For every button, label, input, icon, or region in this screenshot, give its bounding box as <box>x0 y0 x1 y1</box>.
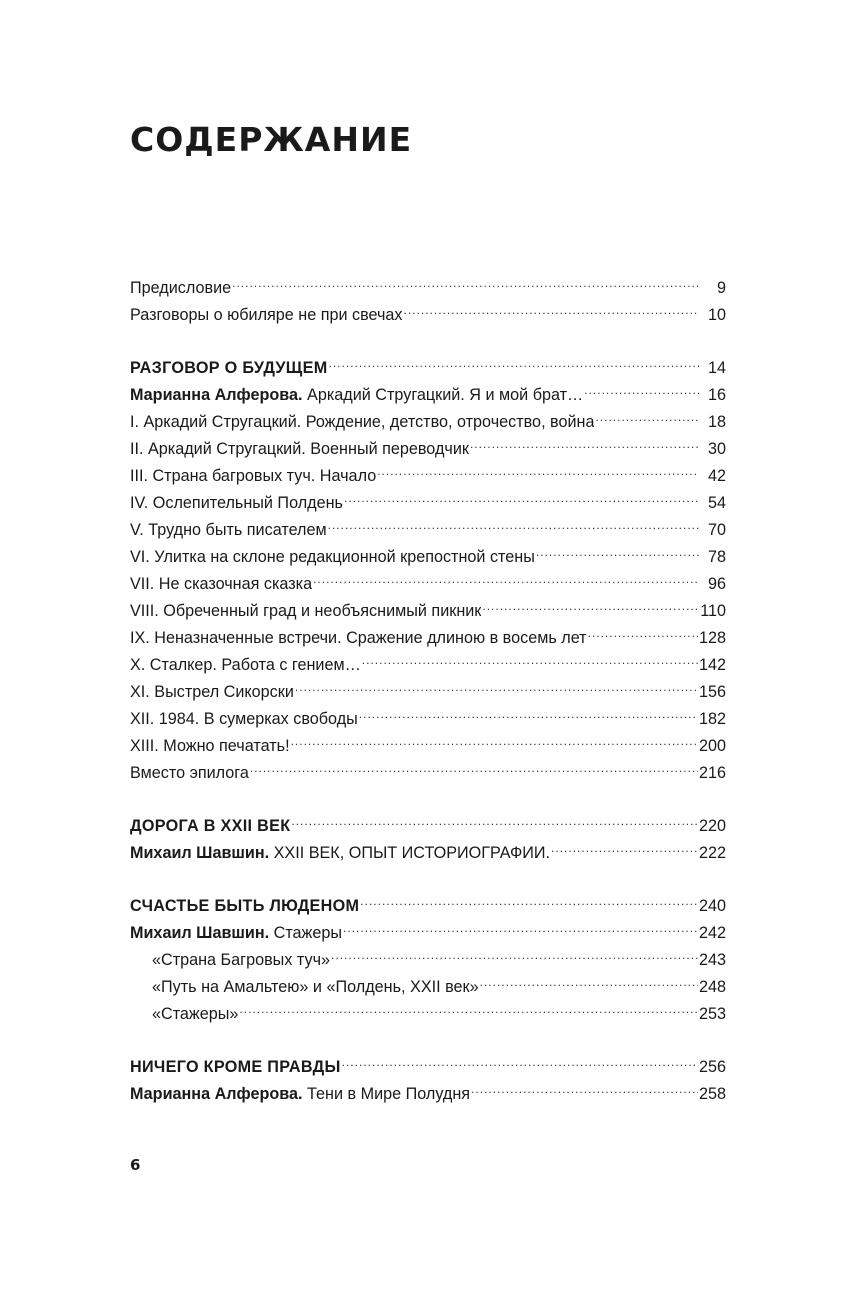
toc-entry-title: VI. Улитка на склоне редакционной крепостной стены <box>130 548 535 566</box>
toc-entry-title: VIII. Обреченный град и необъяснимый пикник <box>130 602 482 620</box>
dot-leader <box>480 965 698 992</box>
toc-entry-title: XII. 1984. В сумерках свободы <box>130 710 358 728</box>
toc-entry-page: 54 <box>707 494 726 512</box>
toc-entry-title <box>130 382 583 409</box>
dot-leader <box>344 481 699 508</box>
toc-entry-page: 156 <box>698 683 726 701</box>
toc-entry-page: 70 <box>707 521 726 539</box>
toc-entry-page: 128 <box>698 629 726 647</box>
page-title: СОДЕРЖАНИЕ <box>130 120 413 159</box>
toc-entry-title: V. Трудно быть писателем <box>130 521 327 539</box>
toc-entry-title <box>130 840 550 867</box>
toc-group-part-4 <box>130 1045 726 1103</box>
toc-entry-text: Стажеры <box>269 924 343 942</box>
toc-entry <box>130 266 726 297</box>
toc-entry-title: XI. Выстрел Сикорски <box>130 683 294 701</box>
toc-entry-title: НИЧЕГО КРОМЕ ПРАВДЫ <box>130 1058 341 1076</box>
toc-entry-page: 240 <box>698 897 726 915</box>
toc-entry-title: Предисловие <box>130 279 232 297</box>
toc-entry-page: 14 <box>707 359 726 377</box>
toc-entry-title: II. Аркадий Стругацкий. Военный переводчик <box>130 440 469 458</box>
dot-leader <box>482 589 699 616</box>
toc-entry-title: Разговоры о юбиляре не при свечах <box>130 306 403 324</box>
toc-entry-page: 16 <box>707 386 726 404</box>
toc-entry-page: 30 <box>707 440 726 458</box>
dot-leader <box>404 293 699 320</box>
toc-entry-page: 258 <box>698 1085 726 1103</box>
dot-leader <box>551 831 698 858</box>
dot-leader <box>342 1045 698 1072</box>
toc-section-heading <box>130 346 726 377</box>
dot-leader <box>359 697 698 724</box>
toc-group-part-2 <box>130 804 726 862</box>
dot-leader <box>295 670 698 697</box>
toc-entry-title: III. Страна багровых туч. Начало <box>130 467 377 485</box>
toc-section-heading <box>130 1045 726 1076</box>
toc-entry-title: X. Сталкер. Работа с гением… <box>130 656 361 674</box>
dot-leader <box>471 1072 698 1099</box>
toc-entry-page: 253 <box>698 1005 726 1023</box>
toc-entry-page: 222 <box>698 844 726 862</box>
toc-group-front-matter <box>130 266 726 324</box>
dot-leader <box>291 804 698 831</box>
dot-leader <box>343 911 698 938</box>
dot-leader <box>250 751 698 778</box>
dot-leader <box>328 346 699 373</box>
toc-entry-text: Аркадий Стругацкий. Я и мой брат… <box>302 386 584 404</box>
toc-entry-page: 96 <box>707 575 726 593</box>
dot-leader <box>232 266 699 293</box>
toc-entry-page: 220 <box>698 817 726 835</box>
toc-entry-title: IV. Ослепительный Полдень <box>130 494 343 512</box>
dot-leader <box>595 400 699 427</box>
toc-entry-title: «Стажеры» <box>152 1005 239 1023</box>
toc-entry-author: Михаил Шавшин. <box>130 844 270 862</box>
dot-leader <box>584 373 699 400</box>
toc-entry-page: 182 <box>698 710 726 728</box>
dot-leader <box>377 454 699 481</box>
toc-entry-title: I. Аркадий Стругацкий. Рождение, детство, отрочество, война <box>130 413 595 431</box>
toc-entry-page: 248 <box>698 978 726 996</box>
toc-entry-title: IX. Неназначенные встречи. Сражение длиною в восемь лет <box>130 629 587 647</box>
dot-leader <box>328 508 699 535</box>
toc-entry-title: VII. Не сказочная сказка <box>130 575 313 593</box>
toc-entry-title <box>130 920 342 947</box>
dot-leader <box>536 535 699 562</box>
toc-entry-title: СЧАСТЬЕ БЫТЬ ЛЮДЕНОМ <box>130 897 360 915</box>
toc-entry-title: РАЗГОВОР О БУДУЩЕМ <box>130 359 328 377</box>
toc-entry-page: 142 <box>698 656 726 674</box>
toc-entry-author: Марианна Алферова. <box>130 1085 303 1103</box>
toc-entry-page: 256 <box>698 1058 726 1076</box>
dot-leader <box>362 643 698 670</box>
toc-entry-page: 42 <box>707 467 726 485</box>
toc-entry-author: Марианна Алферова. <box>130 386 303 404</box>
toc-entry-page: 78 <box>707 548 726 566</box>
toc-entry-author: Михаил Шавшин. <box>130 924 270 942</box>
toc-section-heading <box>130 804 726 835</box>
toc-group-part-1 <box>130 346 726 782</box>
dot-leader <box>313 562 699 589</box>
toc-entry-page: 216 <box>698 764 726 782</box>
toc-entry-title <box>130 1081 470 1108</box>
toc-entry-page: 10 <box>707 306 726 324</box>
toc-entry-page: 200 <box>698 737 726 755</box>
toc-entry-title: XIII. Можно печатать! <box>130 737 290 755</box>
toc-entry-title: «Страна Багровых туч» <box>152 951 331 969</box>
dot-leader <box>588 616 698 643</box>
dot-leader <box>239 992 698 1019</box>
toc-entry-title: «Путь на Амальтею» и «Полдень, XXII век» <box>152 978 479 996</box>
toc-entry-page: 242 <box>698 924 726 942</box>
toc-entry-title: ДОРОГА В XXII ВЕК <box>130 817 291 835</box>
toc-entry-text: XXII ВЕК, ОПЫТ ИСТОРИОГРАФИИ. <box>269 844 551 862</box>
toc-entry-text: Тени в Мире Полудня <box>302 1085 471 1103</box>
dot-leader <box>331 938 698 965</box>
toc-entry-page: 18 <box>707 413 726 431</box>
table-of-contents <box>130 266 726 1103</box>
toc-section-heading <box>130 884 726 915</box>
dot-leader <box>360 884 698 911</box>
dot-leader <box>291 724 698 751</box>
dot-leader <box>470 427 699 454</box>
page-number: 6 <box>130 1156 141 1174</box>
toc-group-part-3 <box>130 884 726 1023</box>
toc-entry-title: Вместо эпилога <box>130 764 249 782</box>
toc-entry-page: 110 <box>700 602 726 620</box>
toc-entry-page: 9 <box>716 279 726 297</box>
toc-entry-page: 243 <box>698 951 726 969</box>
